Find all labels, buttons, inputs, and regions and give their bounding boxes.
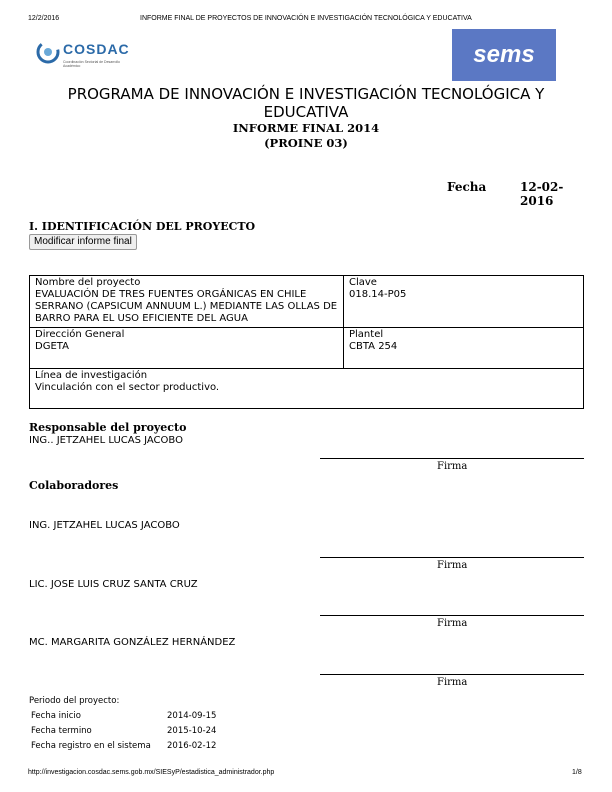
plantel-cell — [343, 327, 584, 369]
cosdac-tagline: Coordinación Sectorial de Desarrollo Académico — [63, 60, 121, 68]
periodo-row-value: 2015-10-24 — [167, 726, 217, 736]
direccion-cell — [29, 327, 344, 369]
periodo-row-value: 2016-02-12 — [167, 741, 217, 751]
cosdac-logo — [36, 38, 136, 78]
sems-logo — [452, 29, 556, 81]
plantel-value: CBTA 254 — [349, 341, 398, 352]
periodo-row-value: 2014-09-15 — [167, 711, 217, 721]
direccion-value: DGETA — [35, 341, 69, 352]
responsable-label: Responsable del proyecto — [29, 421, 187, 434]
footer-url: http://investigacion.cosdac.sems.gob.mx/SIESyP/estadistica_administrador.php — [28, 769, 275, 776]
section-title: I. IDENTIFICACIÓN DEL PROYECTO — [29, 220, 256, 233]
responsable-name: ING.. JETZAHEL LUCAS JACOBO — [29, 435, 183, 446]
direccion-label: Dirección General — [35, 329, 125, 340]
nombre-value: EVALUACIÓN DE TRES FUENTES ORGÁNICAS EN CHILE SERRANO (CAPSICUM ANNUUM L.) MEDIANTE LAS OLLAS DE BARRO PARA EL USO EFICIENTE DEL AGUA — [35, 289, 338, 324]
colaborador-name: ING. JETZAHEL LUCAS JACOBO — [29, 520, 180, 531]
footer-page: 1/8 — [572, 769, 582, 776]
page-title-line1: PROGRAMA DE INNOVACIÓN E INVESTIGACIÓN TECNOLÓGICA Y — [67, 85, 545, 103]
print-date: 12/2/2016 — [28, 15, 60, 22]
signature-line — [320, 557, 584, 558]
fecha-value-2: 2016 — [520, 194, 554, 208]
plantel-label: Plantel — [349, 329, 384, 340]
clave-label: Clave — [349, 277, 377, 288]
nombre-label: Nombre del proyecto — [35, 277, 141, 288]
fecha-value-1: 12-02- — [520, 180, 564, 194]
signature-line — [320, 615, 584, 616]
report-title: INFORME FINAL 2014 — [232, 121, 380, 135]
clave-value: 018.14-P05 — [349, 289, 407, 300]
clave-cell — [343, 275, 584, 328]
page-title-line2: EDUCATIVA — [263, 103, 349, 121]
report-code: (PROINE 03) — [264, 136, 348, 150]
firma-label: Firma — [437, 461, 468, 472]
cosdac-wordmark: COSDAC — [63, 41, 130, 57]
colaboradores-label: Colaboradores — [29, 479, 119, 492]
print-title: INFORME FINAL DE PROYECTOS DE INNOVACIÓN E INVESTIGACIÓN TECNOLÓGICA Y EDUCATIVA — [140, 15, 472, 22]
linea-label: Línea de investigación — [35, 370, 148, 381]
periodo-row-label: Fecha termino — [31, 726, 92, 736]
fecha-label: Fecha — [447, 180, 487, 194]
sems-wordmark: sems — [473, 41, 535, 68]
colaborador-name: MC. MARGARITA GONZÁLEZ HERNÁNDEZ — [29, 637, 236, 648]
cosdac-emblem-icon — [36, 38, 60, 66]
signature-line — [320, 458, 584, 459]
periodo-row-label: Fecha registro en el sistema — [31, 741, 151, 751]
firma-label: Firma — [437, 677, 468, 688]
linea-cell — [29, 368, 584, 409]
periodo-label: Periodo del proyecto: — [29, 696, 120, 706]
nombre-cell — [29, 275, 344, 328]
linea-value: Vinculación con el sector productivo. — [35, 382, 220, 393]
signature-line — [320, 674, 584, 675]
firma-label: Firma — [437, 560, 468, 571]
modify-report-button[interactable]: Modificar informe final — [29, 234, 137, 250]
colaborador-name: LIC. JOSE LUIS CRUZ SANTA CRUZ — [29, 579, 198, 590]
periodo-row-label: Fecha inicio — [31, 711, 81, 721]
firma-label: Firma — [437, 618, 468, 629]
